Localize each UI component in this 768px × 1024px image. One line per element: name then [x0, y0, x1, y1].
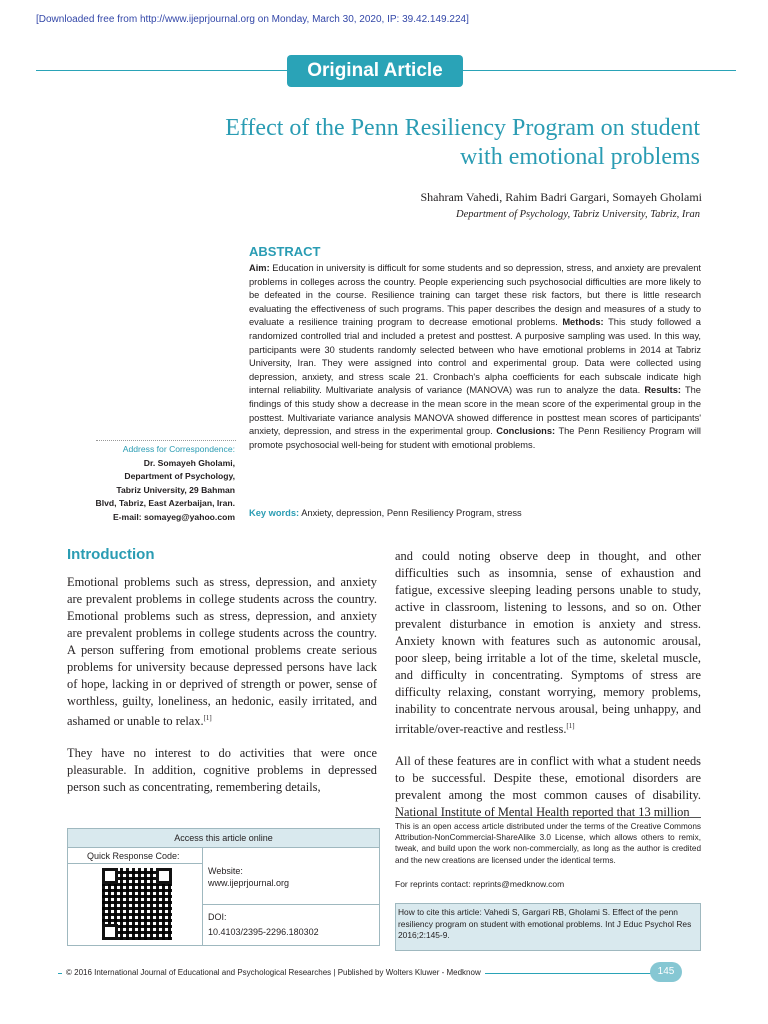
- aim-label: Aim:: [249, 263, 270, 273]
- correspondence-block: [80, 443, 235, 524]
- column-left: [67, 574, 377, 796]
- authors: Shahram Vahedi, Rahim Badri Gargari, Somayeh Gholami: [420, 190, 702, 204]
- column-right: [395, 548, 701, 821]
- title-line-1: Effect of the Penn Resiliency Program on student: [225, 115, 700, 141]
- keywords-label: Key words:: [249, 508, 300, 518]
- correspondence-name: Dr. Somayeh Gholami,: [143, 457, 235, 468]
- footer-text: © 2016 International Journal of Educational and Psychological Researches | Published by Wolters Kluwer - Medknow: [62, 968, 485, 977]
- keywords: [249, 508, 522, 518]
- citation-box: How to cite this article: Vahedi S, Gargari RB, Gholami S. Effect of the penn resiliency program on student with emotional problems. Int J Educ Psychol Res 2016;2:145-9.: [395, 903, 701, 951]
- qr-finder-icon: [102, 868, 118, 884]
- website-link[interactable]: www.ijeprjournal.org: [208, 878, 290, 888]
- introduction-heading: Introduction: [67, 546, 155, 563]
- conclusions-text: The Penn Resiliency Program will promote psychosocial well-being for student with emotional problems.: [249, 426, 701, 450]
- access-heading: Access this article online: [68, 829, 379, 848]
- affiliation: Department of Psychology, Tabriz University, Tabriz, Iran: [456, 209, 700, 220]
- correspondence-address-2: Blvd, Tabriz, East Azerbaijan, Iran.: [95, 498, 235, 508]
- page-number: 145: [650, 962, 682, 982]
- qr-finder-icon: [102, 924, 118, 940]
- correspondence-heading: Address for Correspondence:: [122, 444, 235, 454]
- correspondence-address-1: Tabriz University, 29 Bahman: [116, 484, 235, 495]
- keywords-text: Anxiety, depression, Penn Resiliency Program, stress: [301, 508, 522, 518]
- doi-divider: [202, 904, 379, 905]
- paragraph: [67, 574, 377, 730]
- qr-label: Quick Response Code:: [87, 851, 180, 861]
- qr-divider: [68, 863, 202, 864]
- methods-label: Methods:: [562, 317, 604, 328]
- intro-p3: and could noting observe deep in thought, and other difficulties such as insomnia, sense of exhaustion and fatigue, excessive sleeping leading persons unable to study, active in classroom, listening to lessons, and so on. Other prevalent disturbance in emotion is anxiety and stress. Anxiety known with features such as autonomic arousal, poor sleep, being irritable a lot of the time, skeletal muscle, and difficulty in concentrating. Symptoms of stress are difficulty relaxing, constant worrying, memory problems, inability to concentrate nervous arousal, being unhappy, and irritable/over-reactive and restless.: [395, 549, 701, 737]
- results-label: Results:: [644, 385, 681, 396]
- abstract-body: [249, 262, 701, 452]
- reprints-contact[interactable]: For reprints contact: reprints@medknow.com: [395, 879, 565, 889]
- doi-block: [208, 911, 319, 938]
- correspondence-dept: Department of Psychology,: [124, 471, 235, 481]
- reference-marker[interactable]: [1]: [566, 722, 575, 730]
- website-block: [208, 865, 289, 889]
- article-title: [110, 114, 700, 172]
- abstract-heading: ABSTRACT: [249, 244, 321, 259]
- methods-text: This study followed a randomized controlled trial and included a pretest and posttest. A purposive sampling was used. In this way, participants were 30 students randomly selected between who have emotional problems in 2014 at Tabriz University, Iran. They were assigned into control and experimental group. Data were collected using depression, anxiety, and stress scale 21. Cronbach's alpha coefficients for each subscale indicate high internal reliability. Multivariate analysis of variance (MANOVA) was run to analyze the data.: [249, 317, 701, 396]
- license-text: This is an open access article distributed under the terms of the Creative Commons Attribution-NonCommercial-ShareAlike 3.0 License, which allows others to remix, tweak, and build upon the work non-commercially, as long as the author is credited and the new creations are licensed under the identical terms.: [395, 822, 701, 865]
- download-notice: [Downloaded free from http://www.ijeprjournal.org on Monday, March 30, 2020, IP: 39.42.149.224]: [36, 14, 469, 25]
- website-label: Website:: [208, 866, 243, 876]
- correspondence-email[interactable]: E-mail: somayeg@yahoo.com: [112, 511, 235, 522]
- paragraph: [395, 548, 701, 738]
- qr-code-icon[interactable]: [102, 868, 172, 940]
- reference-marker[interactable]: [1]: [203, 714, 212, 722]
- intro-p1: Emotional problems such as stress, depression, and anxiety are prevalent problems in college students across the country. Emotional problems such as stress, depression, and anxiety are prevalent problems in college students across the country. A person suffering from emotional problems create serious problems for university because depressed persons have lack of hope, lacking in or deprived of strength or power, sense of worthless, guilty, loneliness, an hedonic, easily irritated, and ashamed or unable to relax.: [67, 575, 377, 729]
- correspondence-rule: [96, 440, 236, 441]
- license-rule: [395, 817, 701, 818]
- intro-p4: All of these features are in conflict with what a student needs to be successful. Despite these, emotional disorders are prevalent among the most common causes of disability. National Institute of Mental Health reported that 13 million: [395, 754, 701, 820]
- qr-finder-icon: [156, 868, 172, 884]
- aim-text: Education in university is difficult for some students and so depression, stress, and anxiety are prevalent problems in colleges across the country. People experiencing such psychosocial difficulties are more likely to be defeated in the course. Resilience training can target these risk factors, but there is little research evaluating the effectiveness of such programs. This paper describes the design and measures of a study to evaluate a resilience training program to decrease emotional problems.: [249, 263, 701, 328]
- results-text: The findings of this study show a decrease in the mean score in the mean score of the experimental group in the posttest. Multivariate variance analysis MANOVA showed difference in posttest mean scores of participants' anxiety, depression, and stress in the experimental group.: [249, 385, 701, 437]
- doi-label: DOI:: [208, 912, 227, 922]
- access-box: [67, 828, 380, 946]
- doi-value[interactable]: 10.4103/2395-2296.180302: [208, 927, 319, 937]
- conclusions-label: Conclusions:: [496, 426, 556, 437]
- title-line-2: with emotional problems: [460, 144, 700, 170]
- intro-p2: They have no interest to do activities that were once pleasurable. In addition, cognitive problems in depressed person such as concentrating, remembering details,: [67, 746, 377, 795]
- article-type-badge: Original Article: [287, 55, 463, 87]
